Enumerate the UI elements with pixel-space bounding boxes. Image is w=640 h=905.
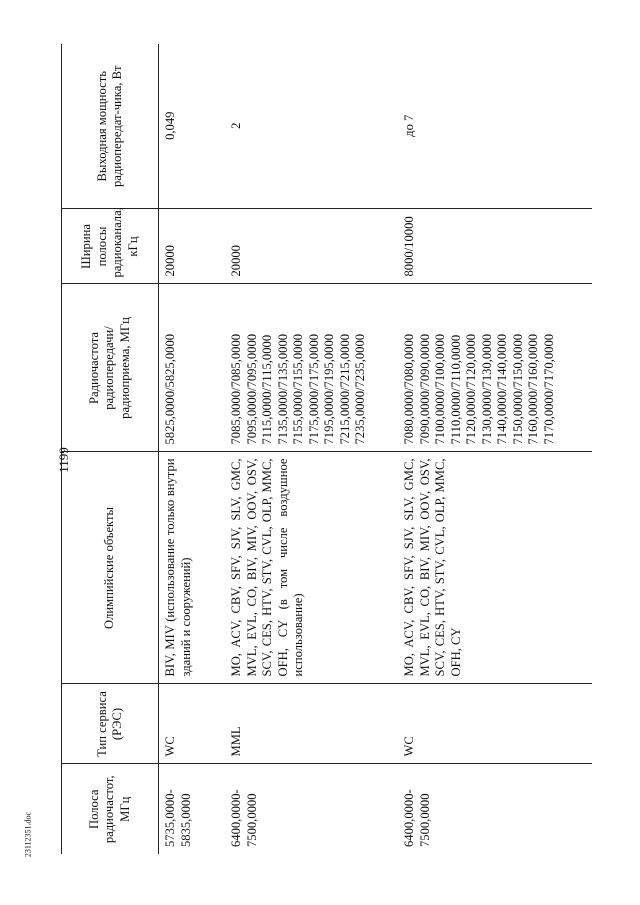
header-service-type: Тип сервиса (РЭС) <box>62 684 159 764</box>
frequency-line: 5825,0000/5825,0000 <box>163 333 177 445</box>
frequency-table <box>61 44 592 854</box>
cell-output-power: 0,049 <box>159 44 226 209</box>
cell-bandwidth: 8000/10000 <box>398 209 592 284</box>
frequency-line: 7215,0000/7215,0000 <box>337 333 352 445</box>
table-row <box>398 44 592 854</box>
frequency-line: 7135,0000/7135,0000 <box>275 333 290 445</box>
frequency-line: 7120,0000/7120,0000 <box>464 333 478 445</box>
cell-frequencies <box>159 284 226 452</box>
frequency-line: 7100,0000/7100,0000 <box>433 333 447 445</box>
frequency-line: 7150,0000/7150,0000 <box>510 333 525 445</box>
cell-olympic-objects: MO, ACV, CBV, SFV, SJV, SLV, GMC, MVL, EVL, CO, BIV, MIV, OOV, OSV, SCV, CES, HTV, STV, CVL, OLP, MMC, OFH, CY (в том числе воздушное использование) <box>225 452 398 684</box>
frequency-line: 7085,0000/7085,0000 <box>229 333 243 445</box>
frequency-line: 7170,0000/7170,0000 <box>541 333 556 445</box>
frequency-line: 7115,0000/7115,0000 <box>260 334 274 445</box>
frequency-line: 7080,0000/7080,0000 <box>402 333 416 445</box>
cell-output-power: 2 <box>225 44 398 209</box>
cell-band: 6400,0000-7500,0000 <box>229 789 259 847</box>
cell-output-power: до 7 <box>398 44 592 209</box>
frequency-line: 7160,0000/7160,0000 <box>526 333 540 445</box>
page-number: 1199 <box>56 447 71 473</box>
header-frequency: Радиочастота радиопередачи/ радиоприема, МГц <box>62 284 159 452</box>
cell-band: 5735,0000-5835,0000 <box>163 789 193 847</box>
table-row <box>159 44 226 854</box>
cell-service-type: MML <box>225 684 398 764</box>
frequency-line: 7130,0000/7130,0000 <box>479 333 494 445</box>
header-olympic-objects: Олимпийские объекты <box>62 452 159 684</box>
cell-service-type: WC <box>398 684 592 764</box>
frequency-line: 7110,0000/7110,0000 <box>448 334 463 445</box>
cell-bandwidth: 20000 <box>225 209 398 284</box>
frequency-line: 7140,0000/7140,0000 <box>495 333 509 445</box>
frequency-line: 7175,0000/7175,0000 <box>306 333 321 445</box>
cell-frequencies <box>225 284 398 452</box>
cell-bandwidth: 20000 <box>159 209 226 284</box>
cell-olympic-objects: BIV, MIV (использование только внутри зданий и сооружений) <box>159 452 226 684</box>
frequency-line: 7090,0000/7090,0000 <box>417 333 432 445</box>
cell-frequencies <box>398 284 592 452</box>
header-bandwidth: Ширина полосы радиоканала, кГц <box>62 209 159 284</box>
frequency-table-wrapper <box>61 44 576 854</box>
table-row <box>225 44 398 854</box>
header-band: Полоса радиочастот, МГц <box>62 764 159 854</box>
frequency-line: 7155,0000/7155,0000 <box>291 333 305 445</box>
frequency-line: 7095,0000/7095,0000 <box>244 333 259 445</box>
cell-olympic-objects: MO, ACV, CBV, SFV, SJV, SLV, GMC, MVL, EVL, CO, BIV, MIV, OOV, OSV, SCV, CES, HTV, STV, CVL, OLP, MMC, OFH, CY <box>398 452 592 684</box>
table-header-row <box>62 44 159 854</box>
cell-service-type: WC <box>159 684 226 764</box>
header-output-power: Выходная мощность радиопередат-чика, Вт <box>62 44 159 209</box>
frequency-line: 7195,0000/7195,0000 <box>322 333 336 445</box>
cell-band: 6400,0000-7500,0000 <box>402 789 432 847</box>
document-id: 23112351.doc <box>23 811 33 858</box>
frequency-line: 7235,0000/7235,0000 <box>353 333 367 445</box>
